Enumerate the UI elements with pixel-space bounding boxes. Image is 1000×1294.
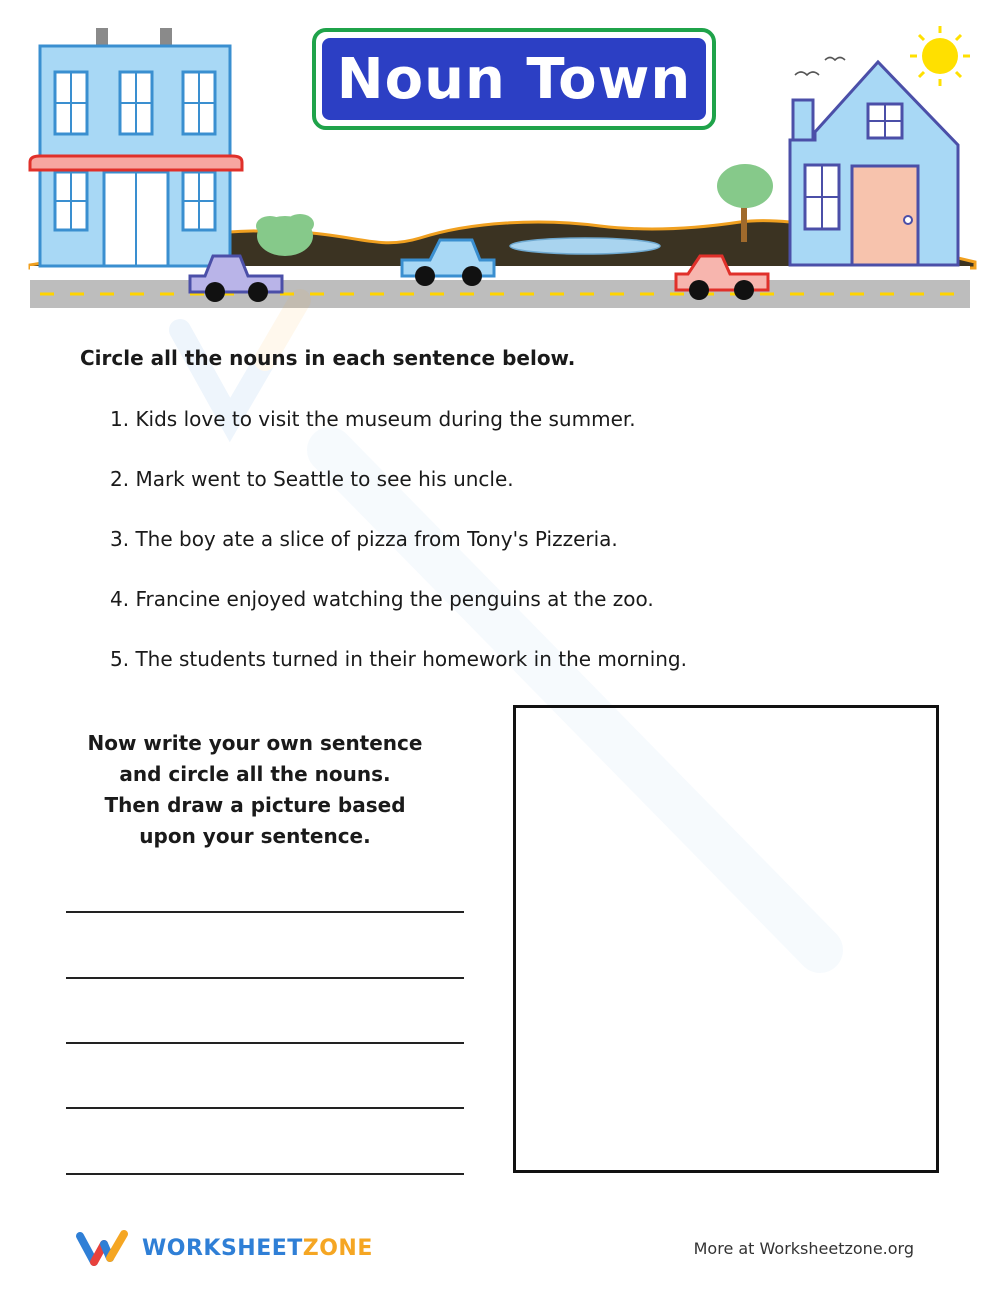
writing-line[interactable] <box>66 977 464 979</box>
writing-line[interactable] <box>66 911 464 913</box>
bush-icon <box>256 214 314 256</box>
write-prompt <box>60 728 450 852</box>
pond <box>510 238 660 254</box>
footer-link[interactable]: More at Worksheetzone.org <box>693 1239 914 1258</box>
prompt-line: upon your sentence. <box>139 824 371 848</box>
building-icon <box>30 28 242 266</box>
sentence-item: 5. The students turned in their homework in the morning. <box>110 647 687 671</box>
drawing-box[interactable] <box>513 705 939 1173</box>
house-icon <box>790 62 958 265</box>
page-title: Noun Town <box>336 46 692 112</box>
writing-line[interactable] <box>66 1173 464 1175</box>
sentence-item: 2. Mark went to Seattle to see his uncle. <box>110 467 514 491</box>
instruction-text: Circle all the nouns in each sentence below. <box>80 346 576 370</box>
sentence-item: 3. The boy ate a slice of pizza from Tony's Pizzeria. <box>110 527 618 551</box>
writing-line[interactable] <box>66 1042 464 1044</box>
brand-part-2: ZONE <box>302 1236 373 1261</box>
worksheetzone-logo-icon <box>74 1228 132 1270</box>
brand-part-1: WORKSHEET <box>142 1236 303 1261</box>
sentence-list <box>110 405 687 705</box>
prompt-line: Then draw a picture based <box>104 793 406 817</box>
awning <box>30 156 242 170</box>
prompt-line: and circle all the nouns. <box>119 762 391 786</box>
sentence-item: 1. Kids love to visit the museum during the summer. <box>110 407 636 431</box>
writing-line[interactable] <box>66 1107 464 1109</box>
birds-icon <box>795 58 845 76</box>
prompt-line: Now write your own sentence <box>87 731 423 755</box>
footer-brand <box>142 1236 373 1261</box>
sentence-item: 4. Francine enjoyed watching the penguins at the zoo. <box>110 587 654 611</box>
sun-icon <box>910 26 970 86</box>
